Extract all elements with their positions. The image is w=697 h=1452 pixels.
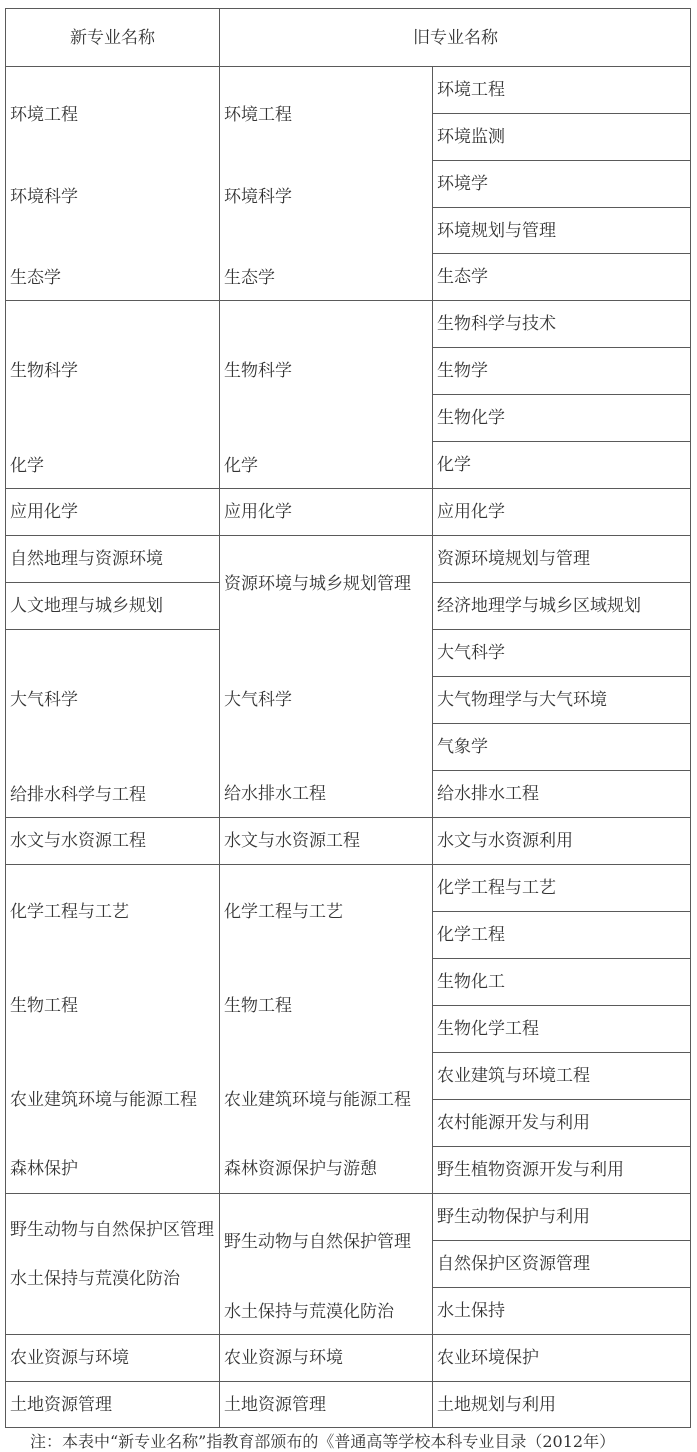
mid-cell xyxy=(219,488,432,535)
new-major: 生态学 xyxy=(10,268,61,288)
old-cell xyxy=(432,488,691,535)
old-major: 生物化学工程 xyxy=(437,1019,539,1039)
old-cell xyxy=(432,394,691,441)
old-major: 资源环境规划与管理 xyxy=(437,549,590,569)
new-major: 化学工程与工艺 xyxy=(10,902,129,922)
mid-cell xyxy=(219,864,432,1193)
old-major-primary: 水土保持与荒漠化防治 xyxy=(224,1302,394,1322)
old-major: 环境工程 xyxy=(437,80,505,100)
mid-cell xyxy=(219,535,432,817)
new-major: 应用化学 xyxy=(10,502,78,522)
table-bottom-border xyxy=(5,1427,691,1428)
new-major: 农业资源与环境 xyxy=(10,1348,129,1368)
old-cell xyxy=(432,723,691,770)
old-major-primary: 农业资源与环境 xyxy=(224,1348,343,1368)
old-major-primary: 水文与水资源工程 xyxy=(224,831,360,851)
old-cell xyxy=(432,347,691,394)
old-cell xyxy=(432,770,691,817)
new-cell xyxy=(5,1381,219,1428)
old-major: 生物化学 xyxy=(437,408,505,428)
old-cell xyxy=(432,1005,691,1052)
new-cell xyxy=(5,535,219,582)
old-major: 给水排水工程 xyxy=(437,784,539,804)
mid-cell xyxy=(219,817,432,864)
new-major: 农业建筑环境与能源工程 xyxy=(10,1090,197,1110)
old-cell xyxy=(432,441,691,488)
new-major: 给排水科学与工程 xyxy=(10,785,146,805)
new-cell xyxy=(5,629,219,817)
old-major: 应用化学 xyxy=(437,502,505,522)
old-major: 野生植物资源开发与利用 xyxy=(437,1160,624,1180)
old-major: 野生动物保护与利用 xyxy=(437,1207,590,1227)
old-cell xyxy=(432,1052,691,1099)
old-major-primary: 大气科学 xyxy=(224,690,292,710)
new-cell xyxy=(5,300,219,488)
old-cell xyxy=(432,676,691,723)
old-cell xyxy=(432,113,691,160)
old-cell xyxy=(432,1193,691,1240)
old-major-primary: 生物科学 xyxy=(224,361,292,381)
new-major: 环境科学 xyxy=(10,186,78,207)
old-major-primary: 化学工程与工艺 xyxy=(224,902,343,922)
new-cell xyxy=(5,488,219,535)
new-cell xyxy=(5,864,219,1193)
old-major-primary: 资源环境与城乡规划管理 xyxy=(224,574,411,594)
new-major: 大气科学 xyxy=(10,690,78,710)
old-major-primary: 农业建筑环境与能源工程 xyxy=(224,1090,411,1110)
new-cell xyxy=(5,1193,219,1334)
new-major: 森林保护 xyxy=(10,1159,78,1179)
old-major: 经济地理学与城乡区域规划 xyxy=(437,596,641,616)
new-major: 水土保持与荒漠化防治 xyxy=(10,1269,180,1289)
old-major: 大气物理学与大气环境 xyxy=(437,690,607,710)
new-major: 水文与水资源工程 xyxy=(10,831,146,851)
new-major: 生物科学 xyxy=(10,361,78,381)
header-new-name-text: 新专业名称 xyxy=(70,27,155,48)
old-major: 环境学 xyxy=(437,174,488,194)
old-cell xyxy=(432,1099,691,1146)
new-cell xyxy=(5,817,219,864)
old-cell xyxy=(432,1287,691,1334)
mid-cell xyxy=(219,300,432,488)
old-cell xyxy=(432,535,691,582)
new-major: 生物工程 xyxy=(10,996,78,1016)
old-cell xyxy=(432,817,691,864)
header-new-name xyxy=(5,8,219,66)
old-major-primary: 生态学 xyxy=(224,268,275,288)
mid-cell xyxy=(219,1193,432,1334)
table-right-border xyxy=(690,8,691,1428)
new-major: 化学 xyxy=(10,456,44,476)
old-cell xyxy=(432,911,691,958)
old-cell xyxy=(432,1334,691,1381)
old-major: 水土保持 xyxy=(437,1301,505,1321)
old-cell xyxy=(432,1381,691,1428)
new-major: 野生动物与自然保护区管理 xyxy=(10,1220,214,1240)
new-major: 环境工程 xyxy=(10,105,78,125)
old-cell xyxy=(432,66,691,113)
header-old-name xyxy=(219,8,691,66)
old-major-primary: 应用化学 xyxy=(224,502,292,522)
old-major: 环境监测 xyxy=(437,127,505,147)
new-cell xyxy=(5,1334,219,1381)
mid-cell xyxy=(219,66,432,300)
old-cell xyxy=(432,1146,691,1193)
old-major: 气象学 xyxy=(437,737,488,757)
new-major: 自然地理与资源环境 xyxy=(10,549,163,569)
old-cell xyxy=(432,958,691,1005)
old-major-primary: 野生动物与自然保护管理 xyxy=(224,1232,411,1252)
old-major: 生态学 xyxy=(437,267,488,287)
old-major-primary: 化学 xyxy=(224,456,258,476)
old-major: 土地规划与利用 xyxy=(437,1395,556,1415)
old-major-primary: 生物工程 xyxy=(224,996,292,1016)
old-cell xyxy=(432,1240,691,1287)
old-cell xyxy=(432,253,691,300)
old-major: 水文与水资源利用 xyxy=(437,831,573,851)
old-cell xyxy=(432,582,691,629)
new-cell xyxy=(5,582,219,629)
old-cell xyxy=(432,300,691,347)
old-major: 化学工程与工艺 xyxy=(437,878,556,898)
old-cell xyxy=(432,629,691,676)
old-cell xyxy=(432,207,691,253)
old-cell xyxy=(432,864,691,911)
old-major: 自然保护区资源管理 xyxy=(437,1254,590,1274)
new-major: 人文地理与城乡规划 xyxy=(10,596,163,616)
old-major: 化学 xyxy=(437,455,471,475)
old-major: 农业环境保护 xyxy=(437,1348,539,1368)
old-major: 环境规划与管理 xyxy=(437,220,556,241)
old-major: 农业建筑与环境工程 xyxy=(437,1066,590,1086)
old-cell xyxy=(432,160,691,207)
footnote: 注：本表中“新专业名称”指教育部颁布的《普通高等学校本科专业目录（2012年） xyxy=(30,1432,616,1451)
old-major: 大气科学 xyxy=(437,643,505,663)
new-cell xyxy=(5,66,219,300)
mid-cell xyxy=(219,1381,432,1428)
old-major: 生物科学与技术 xyxy=(437,314,556,334)
old-major-primary: 土地资源管理 xyxy=(224,1395,326,1415)
mid-cell xyxy=(219,1334,432,1381)
old-major: 农村能源开发与利用 xyxy=(437,1113,590,1133)
new-major: 土地资源管理 xyxy=(10,1395,112,1415)
old-major: 生物学 xyxy=(437,361,488,381)
old-major: 化学工程 xyxy=(437,925,505,945)
old-major-primary: 森林资源保护与游憩 xyxy=(224,1159,377,1179)
header-old-name-text: 旧专业名称 xyxy=(413,27,498,48)
old-major-primary: 环境科学 xyxy=(224,186,292,207)
old-major-primary: 给水排水工程 xyxy=(224,784,326,804)
old-major: 生物化工 xyxy=(437,972,505,992)
old-major-primary: 环境工程 xyxy=(224,105,292,125)
